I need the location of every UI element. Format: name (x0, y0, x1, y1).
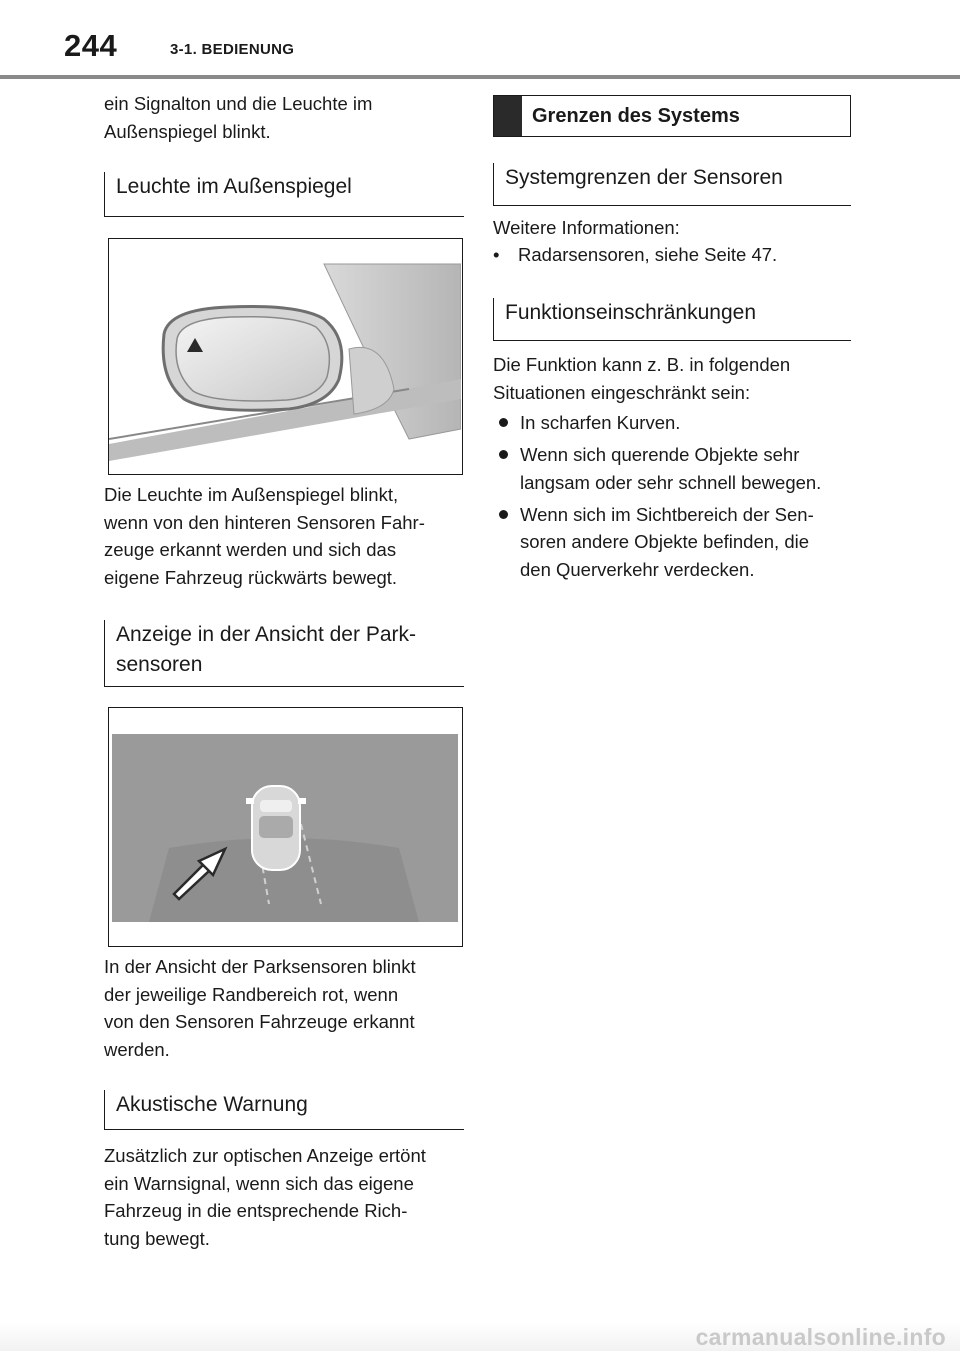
watermark-strip (0, 1322, 960, 1351)
text-line: zeuge erkannt werden und sich das (104, 539, 397, 560)
info-lead (493, 214, 853, 242)
section-heading-bar (494, 96, 522, 136)
text-line: In scharfen Kurven. (520, 412, 681, 433)
subheading-text: sensoren (116, 653, 203, 676)
bullet-icon (499, 418, 508, 427)
text-line: Die Leuchte im Außenspiegel blinkt, (104, 484, 399, 505)
bullet-icon (499, 510, 508, 519)
text-line: Außenspiegel blinkt. (104, 120, 271, 142)
subheading-function-limits (493, 298, 851, 341)
list-item (493, 441, 853, 496)
text-line: soren andere Objekte befinden, die (520, 531, 810, 552)
text-line: Weitere Informationen: (493, 217, 680, 238)
bullet-icon (499, 450, 508, 459)
limitation-list (493, 409, 853, 588)
info-item (493, 241, 777, 269)
parking-view-illustration (108, 707, 463, 947)
side-mirror-image (109, 239, 461, 473)
function-limits-paragraph (493, 351, 853, 406)
intro-paragraph (104, 90, 464, 145)
text-line: von den Sensoren Fahrzeuge erkannt (104, 1011, 415, 1032)
mirror-light-illustration (108, 238, 463, 475)
list-item (493, 409, 853, 437)
page-number: 244 (64, 28, 118, 63)
vehicle-icon (246, 786, 306, 870)
text-line: Situationen eingeschränkt sein: (493, 381, 751, 403)
subheading-text: Funktionseinschränkungen (505, 301, 756, 324)
list-marker: • (493, 244, 500, 265)
page-header (0, 0, 960, 80)
text-line: Wenn sich querende Objekte sehr (520, 444, 800, 465)
text-line: langsam oder sehr schnell bewegen. (520, 471, 822, 493)
subheading-parking-view (104, 620, 464, 687)
text-line: ein Warnsignal, wenn sich das eigene (104, 1172, 414, 1194)
subheading-text: Leuchte im Außenspiegel (116, 175, 352, 198)
subheading-text: Anzeige in der Ansicht der Park- (116, 623, 416, 646)
text-line: Die Funktion kann z. B. in folgenden (493, 354, 791, 375)
parking-view-paragraph (104, 953, 464, 1063)
subheading-sensor-limits (493, 163, 851, 206)
text-line: Fahrzeug in die entsprechende Rich- (104, 1200, 408, 1221)
text-line: Radarsensoren, siehe Seite 47. (518, 244, 778, 265)
section-title: Grenzen des Systems (532, 104, 740, 127)
text-line: tung bewegt. (104, 1227, 210, 1249)
mirror-light-paragraph (104, 481, 464, 591)
header-rule (0, 75, 960, 79)
text-line: Zusätzlich zur optischen Anzeige ertönt (104, 1145, 426, 1166)
text-line: wenn von den hinteren Sensoren Fahr- (104, 511, 425, 533)
text-line: Wenn sich im Sichtbereich der Sen- (520, 503, 814, 525)
watermark-text: carmanualsonline.info (695, 1324, 946, 1350)
text-line: werden. (104, 1038, 170, 1060)
subheading-text: Systemgrenzen der Sensoren (505, 166, 783, 189)
parking-sensor-view-image (109, 708, 461, 945)
text-line: der jeweilige Randbereich rot, wenn (104, 983, 399, 1005)
section-heading-box (493, 95, 851, 137)
subheading-acoustic-warning (104, 1090, 464, 1130)
subheading-mirror-light (104, 172, 464, 217)
subheading-text: Akustische Warnung (116, 1093, 308, 1116)
text-line: ein Signalton und die Leuchte im (104, 93, 373, 114)
acoustic-warning-paragraph (104, 1142, 464, 1252)
list-item (493, 501, 853, 584)
text-line: den Querverkehr verdecken. (520, 558, 755, 580)
text-line: eigene Fahrzeug rückwärts bewegt. (104, 566, 398, 588)
text-line: In der Ansicht der Parksensoren blinkt (104, 956, 416, 977)
chapter-title: 3-1. BEDIENUNG (170, 41, 295, 58)
